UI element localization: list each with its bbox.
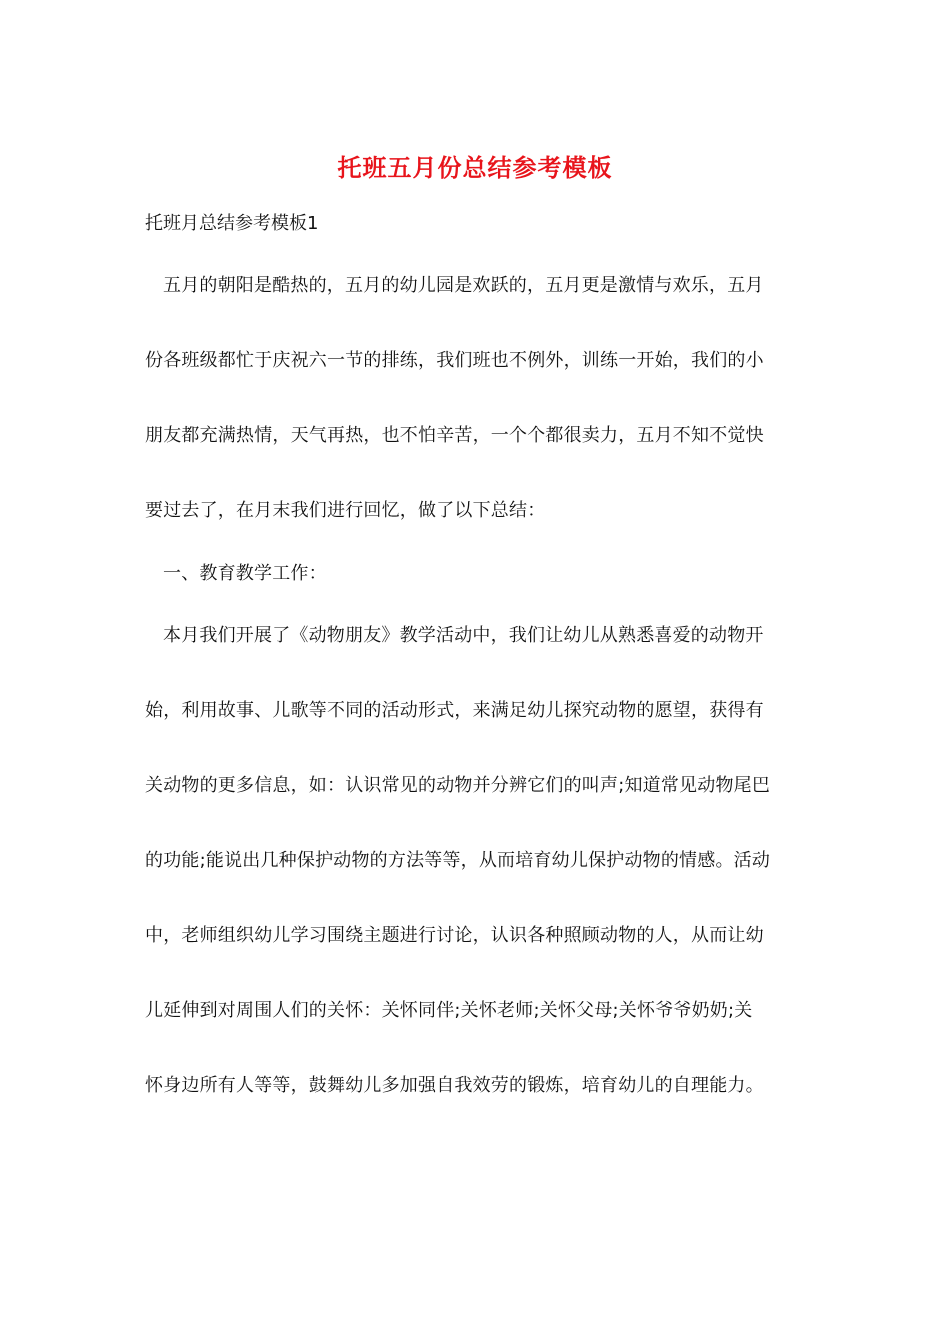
document-title: 托班五月份总结参考模板: [337, 153, 613, 182]
paragraph-line: 关动物的更多信息，如：认识常见的动物并分辨它们的叫声;知道常见动物尾巴: [145, 775, 771, 796]
document-subtitle: 托班月总结参考模板1: [145, 213, 319, 234]
paragraph-line: 份各班级都忙于庆祝六一节的排练，我们班也不例外，训练一开始，我们的小: [145, 350, 764, 371]
paragraph-line: 儿延伸到对周围人们的关怀：关怀同伴;关怀老师;关怀父母;关怀爷爷奶奶;关: [145, 1000, 753, 1021]
section-heading: 一、教育教学工作：: [163, 563, 327, 584]
paragraph-line: 本月我们开展了《动物朋友》教学活动中，我们让幼儿从熟悉喜爱的动物开: [163, 625, 764, 646]
paragraph-line: 中，老师组织幼儿学习围绕主题进行讨论，认识各种照顾动物的人，从而让幼: [145, 925, 764, 946]
paragraph-line: 五月的朝阳是酷热的，五月的幼儿园是欢跃的，五月更是激情与欢乐，五月: [163, 275, 764, 296]
paragraph-line: 要过去了，在月末我们进行回忆，做了以下总结：: [145, 500, 546, 521]
paragraph-line: 的功能;能说出几种保护动物的方法等等，从而培育幼儿保护动物的情感。活动: [145, 850, 771, 871]
paragraph-line: 始，利用故事、儿歌等不同的活动形式，来满足幼儿探究动物的愿望，获得有: [145, 700, 764, 721]
paragraph-line: 朋友都充满热情，天气再热，也不怕辛苦，一个个都很卖力，五月不知不觉快: [145, 425, 764, 446]
paragraph-line: 怀身边所有人等等，鼓舞幼儿多加强自我效劳的锻炼，培育幼儿的自理能力。: [145, 1075, 764, 1096]
